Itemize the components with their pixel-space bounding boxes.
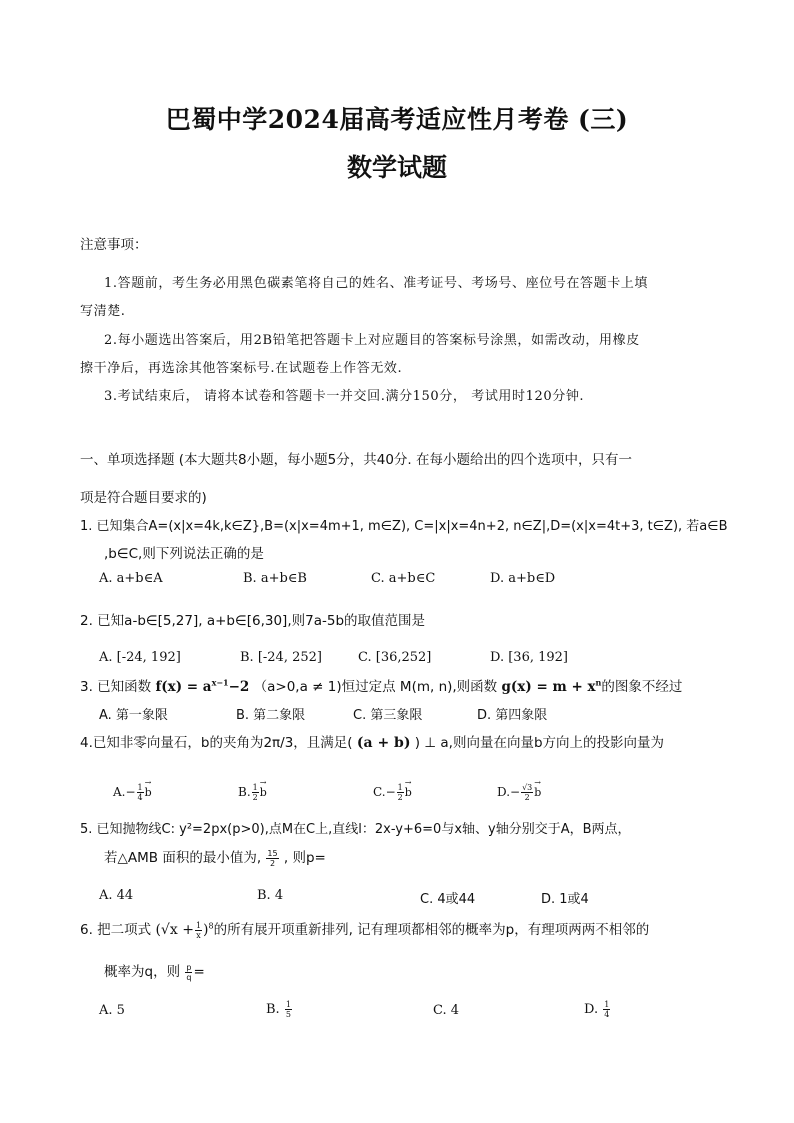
q3-f-minus: −2 (228, 679, 250, 695)
q6-option-b-label: B. (266, 1002, 280, 1017)
q6-b-denominator: 5 (285, 1010, 291, 1019)
q4-c-numerator: 1 (397, 783, 403, 792)
q3-stem-suffix: 的图象不经过 (601, 679, 683, 695)
q1-option-c: C. a+b∈C (371, 571, 436, 586)
q6-stem-line-2 (104, 960, 205, 982)
q4-d-numerator: √3 (522, 783, 533, 792)
q1-option-d: D. a+b∈D (490, 571, 556, 586)
q5-option-a: A. 44 (99, 888, 134, 903)
q2-option-d: D. [36, 192] (490, 650, 568, 665)
q4-stem (80, 731, 664, 751)
q4-a-numerator: 1 (137, 783, 143, 792)
q6-option-d-label: D. (584, 1002, 599, 1017)
q1-option-a: A. a+b∈A (99, 571, 163, 586)
notice-item-2-line-1: 2.每小题选出答案后，用2B铅笔把答题卡上对应题目的答案标号涂黑，如需改动，用橡皮 (104, 333, 640, 348)
q2-option-b: B. [-24, 252] (240, 650, 322, 665)
exam-title: 巴蜀中学2024届高考适应性月考卷 (三) (165, 105, 629, 134)
section-heading-line-1: 一、单项选择题 (本大题共8小题，每小题5分，共40分. 在每小题给出的四个选项中，只有一 (80, 452, 632, 468)
q3-function-g (501, 679, 601, 695)
q6-expr-fraction (195, 921, 202, 940)
q4-option-b-label: B. (238, 785, 251, 799)
notice-heading: 注意事项： (80, 237, 148, 253)
q3-g-base: g(x) = m + x (501, 679, 596, 695)
q6-option-a: A. 5 (99, 1003, 125, 1018)
q4-option-d-fraction (521, 783, 533, 802)
q4-vector-sum: a + b (363, 735, 404, 751)
notice-item-3: 3.考试结束后， 请将本试卷和答题卡一并交回.满分150分， 考试用时120分钟. (104, 389, 585, 404)
q5-option-b: B. 4 (257, 888, 284, 903)
q4-stem-prefix: 4.已知非零向量石，b的夹角为2π/3，且满足( (80, 735, 353, 751)
q6-stem-suffix: 的所有展开项重新排列, 记有理项都相邻的概率为p，有理项两两不相邻的 (213, 922, 650, 938)
q6-option-b (266, 1000, 293, 1019)
q6-binomial-expression (155, 922, 213, 938)
q6-option-d-fraction (603, 1000, 610, 1019)
q6-ratio-denominator: q (186, 972, 192, 982)
q3-stem-middle: 恒过定点 M(m, n),则函数 (341, 679, 498, 695)
q5-option-c: C. 4或44 (420, 892, 476, 907)
q4-b-numerator: 1 (252, 783, 258, 792)
q6-line2-prefix: 概率为q，则 (104, 964, 181, 980)
q6-expr-open: (√x + (155, 922, 194, 938)
q4-a-vector: → b (145, 786, 152, 799)
section-heading-line-2: 项是符合题目要求的) (80, 490, 207, 506)
q5-stem-suffix: , 则p= (283, 850, 326, 866)
q2-stem: 2. 已知a-b∈[5,27], a+b∈[6,30],则7a-5b的取值范围是 (80, 613, 426, 629)
q5-min-area-fraction (266, 849, 278, 868)
q4-option-c-fraction (397, 783, 404, 802)
q4-option-a-label: A.− (113, 785, 136, 799)
q3-option-d: D. 第四象限 (477, 708, 548, 723)
q6-line2-suffix: = (193, 964, 205, 980)
q3-option-c: C. 第三象限 (353, 708, 423, 723)
q5-stem-prefix: 若△AMB 面积的最小值为, (104, 850, 262, 866)
q4-option-d-label: D.− (497, 785, 521, 799)
notice-item-1-line-1: 1.答题前，考生务必用黑色碳素笔将自己的姓名、准考证号、考场号、座位号在答题卡上填 (104, 276, 649, 291)
q3-condition: （a>0,a ≠ 1) (253, 679, 342, 695)
q4-stem-suffix: ) ⊥ a,则向量在向量b方向上的投影向量为 (414, 735, 665, 751)
q6-stem-prefix: 6. 把二项式 (80, 922, 152, 938)
q2-option-c: C. [36,252] (358, 650, 432, 665)
q3-option-a: A. 第一象限 (99, 708, 168, 723)
q4-b-vector: → b (260, 786, 267, 799)
q5-stem-line-1: 5. 已知抛物线C: y²=2px(p>0),点M在C上,直线l：2x-y+6=0与x轴、y轴分别交于A，B两点， (80, 822, 631, 837)
notice-item-2-line-2: 擦干净后，再选涂其他答案标号.在试题卷上作答无效. (80, 361, 403, 376)
q3-function-f (155, 679, 249, 695)
q6-option-b-fraction (285, 1000, 292, 1019)
q5-option-d: D. 1或4 (541, 892, 589, 907)
q4-b-denominator: 2 (252, 793, 258, 802)
q6-option-c: C. 4 (433, 1003, 460, 1018)
q6-expr-numerator: 1 (195, 920, 202, 930)
q3-f-base: f(x) = a (155, 679, 212, 695)
notice-item-1-line-2: 写清楚. (80, 304, 126, 319)
q4-option-c (373, 783, 412, 802)
q6-stem-line-1 (80, 918, 649, 940)
q6-d-numerator: 1 (604, 1000, 610, 1009)
q4-option-d (497, 783, 541, 802)
q6-expr-power: 8 (208, 921, 214, 931)
q4-option-c-label: C.− (373, 785, 396, 799)
q6-d-denominator: 4 (604, 1010, 610, 1019)
q4-option-b-fraction (252, 783, 259, 802)
q2-option-a: A. [-24, 192] (99, 650, 181, 665)
q5-stem-line-2 (104, 846, 326, 868)
q5-denominator: 2 (269, 858, 276, 868)
q3-option-b: B. 第二象限 (236, 708, 306, 723)
q1-option-b: B. a+b∈B (243, 571, 307, 586)
q3-stem-prefix: 3. 已知函数 (80, 679, 152, 695)
q6-ratio-numerator: p (186, 962, 192, 972)
q1-stem-line-2: ,b∈C,则下列说法正确的是 (104, 546, 264, 562)
q4-option-a-fraction (137, 783, 144, 802)
q4-c-denominator: 2 (397, 793, 403, 802)
q6-ratio-fraction (185, 963, 192, 982)
q4-d-vector: → b (534, 786, 541, 799)
q4-a-denominator: 4 (137, 793, 143, 802)
q6-option-d (584, 1000, 611, 1019)
q4-option-a (113, 783, 152, 802)
q4-paren-expression: (a + b) (356, 735, 411, 751)
q6-b-numerator: 1 (285, 1000, 291, 1009)
exam-subtitle: 数学试题 (346, 153, 447, 182)
q4-option-b (238, 783, 267, 802)
q5-numerator: 15 (267, 848, 278, 858)
q1-stem-line-1: 1. 已知集合A=(x|x=4k,k∈Z},B=(x|x=4m+1, m∈Z), C=|x|x=4n+2, n∈Z|,D=(x|x=4t+3, t∈Z), 若a∈B (80, 519, 728, 534)
q4-d-denominator: 2 (524, 793, 530, 802)
q6-expr-denominator: x (196, 930, 201, 940)
q3-stem (80, 675, 682, 695)
q6-expr-close: ) (203, 922, 209, 938)
q3-g-exponent: n (595, 677, 602, 688)
q3-f-exponent: x−1 (211, 677, 229, 688)
q4-c-vector: → b (405, 786, 412, 799)
